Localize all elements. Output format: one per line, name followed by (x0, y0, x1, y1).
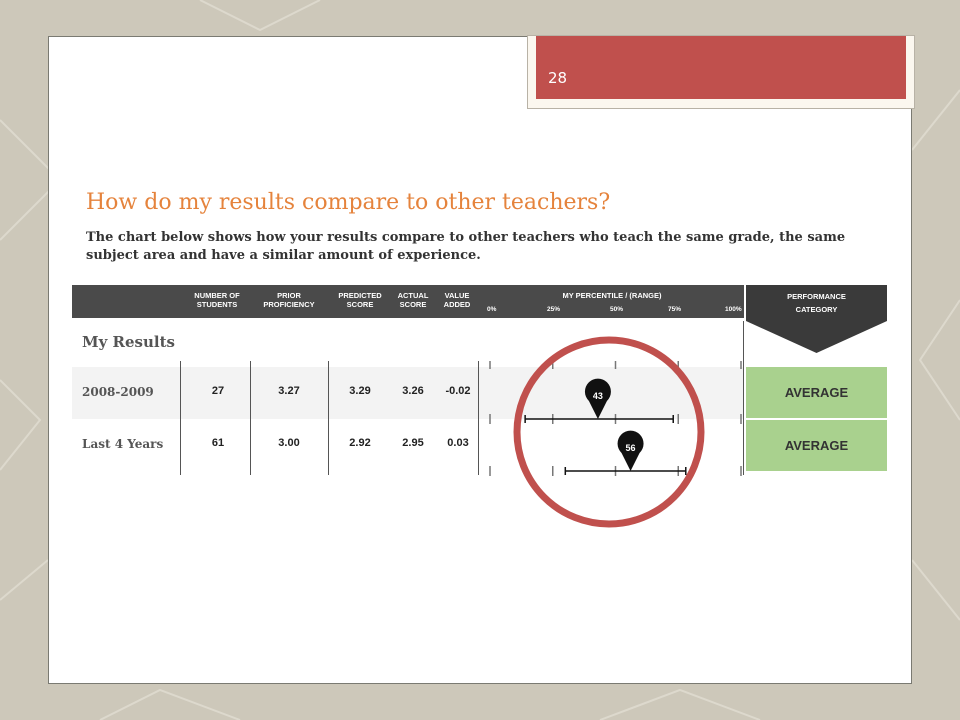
percentile-tick-label: 50% (610, 306, 624, 313)
cell-actual-score: 2.95 (402, 437, 424, 449)
col-header-performance: PERFORMANCE CATEGORY (787, 292, 846, 314)
page-number-tab (527, 35, 915, 109)
results-table (72, 285, 887, 485)
row-label: 2008-2009 (82, 385, 154, 399)
cell-value-added: -0.02 (445, 385, 471, 397)
section-title: My Results (82, 333, 175, 351)
cell-predicted-score: 2.92 (349, 437, 371, 449)
cell-prior-proficiency: 3.27 (278, 385, 300, 397)
percentile-value-label: 43 (592, 391, 603, 401)
performance-category-cell: AVERAGE (746, 420, 887, 471)
percentile-tick-label: 0% (487, 306, 497, 313)
row-label: Last 4 Years (82, 437, 164, 451)
percentile-tick-label: 75% (668, 306, 682, 313)
page-number: 28 (548, 69, 568, 87)
page-number-banner (536, 36, 906, 99)
percentile-value-label: 56 (625, 443, 636, 453)
percentile-tick-label: 100% (725, 306, 742, 313)
cell-value-added: 0.03 (447, 437, 469, 449)
col-header-prior-proficiency: PRIOR PROFICIENCY (263, 291, 315, 309)
percentile-chart (72, 285, 887, 485)
cell-predicted-score: 3.29 (349, 385, 371, 397)
cell-actual-score: 3.26 (402, 385, 424, 397)
cell-students: 61 (211, 437, 225, 449)
performance-category-cell: AVERAGE (746, 367, 887, 418)
col-header-actual-score: ACTUAL SCORE (397, 291, 429, 309)
col-header-value-added: VALUE ADDED (443, 291, 471, 309)
col-header-percentile: MY PERCENTILE / (RANGE) (562, 291, 662, 300)
col-header-students: NUMBER OF STUDENTS (194, 291, 240, 309)
intro-text: The chart below shows how your results compare to other teachers who teach the same grade, the same subject area and have a similar amount of experience. (86, 230, 846, 263)
col-header-predicted-score: PREDICTED SCORE (338, 291, 382, 309)
cell-students: 27 (211, 385, 225, 397)
cell-prior-proficiency: 3.00 (278, 437, 300, 449)
page-heading: How do my results compare to other teachers? (86, 190, 611, 215)
percentile-tick-label: 25% (547, 306, 561, 313)
